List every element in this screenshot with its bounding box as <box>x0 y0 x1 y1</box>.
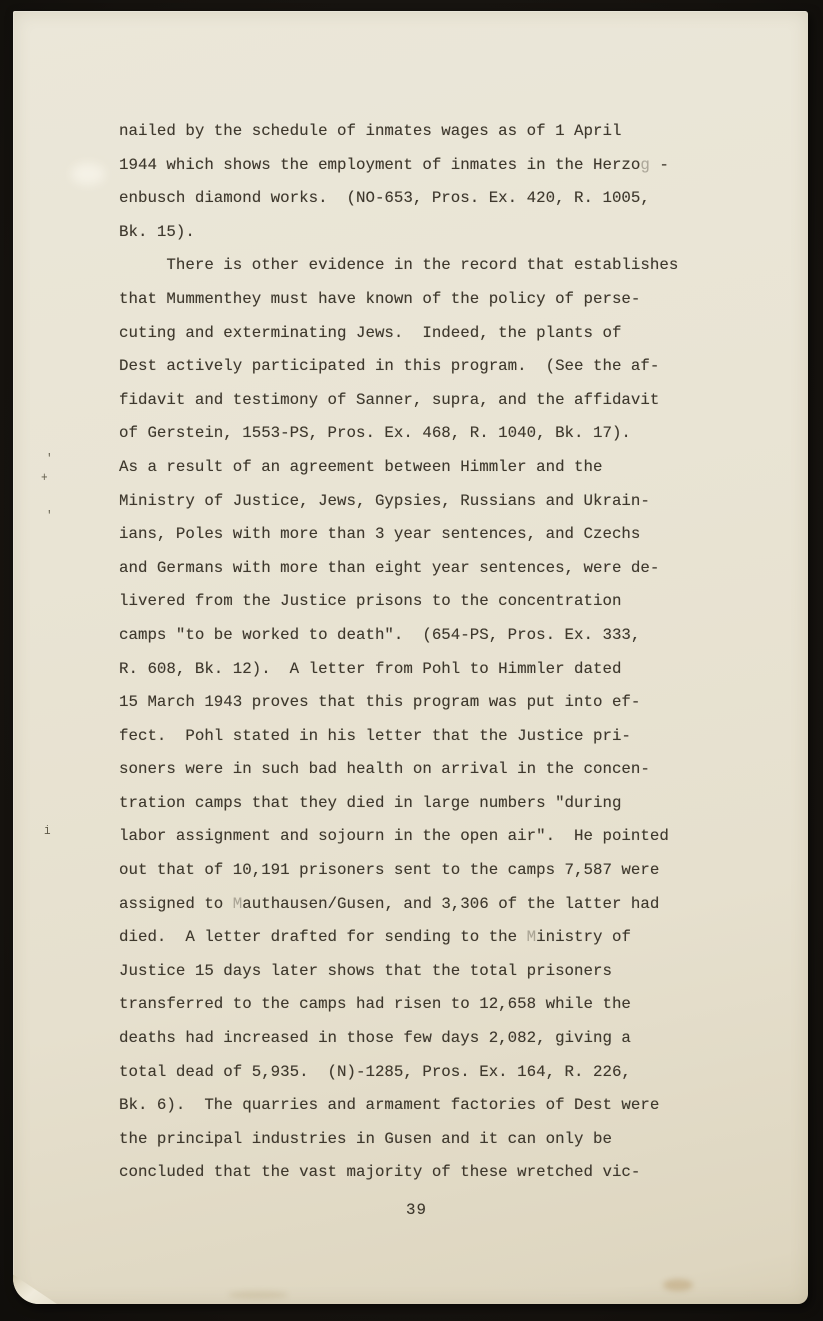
stray-mark: + <box>41 472 48 486</box>
text-line: 1944 which shows the employment of inmates in the Herzog - <box>119 155 669 174</box>
text-line: assigned to Mauthausen/Gusen, and 3,306 of the latter had <box>119 894 660 913</box>
text-line: There is other evidence in the record that establishes <box>119 256 679 275</box>
stray-mark: ' <box>46 453 53 467</box>
text-line: As a result of an agreement between Himmler and the <box>119 457 603 476</box>
text-line: soners were in such bad health on arrival in the concen- <box>119 760 650 779</box>
document-page <box>13 11 808 1304</box>
text-line: tration camps that they died in large numbers "during <box>119 793 622 812</box>
text-line: cuting and exterminating Jews. Indeed, the plants of <box>119 323 622 342</box>
text-line: fect. Pohl stated in his letter that the Justice pri- <box>119 726 631 745</box>
stray-mark: ' <box>46 510 53 524</box>
text-line: total dead of 5,935. (N)-1285, Pros. Ex. 164, R. 226, <box>119 1062 631 1081</box>
text-line: labor assignment and sojourn in the open air". He pointed <box>119 827 669 846</box>
text-line: Dest actively participated in this program. (See the af- <box>119 357 660 376</box>
text-line: ians, Poles with more than 3 year sentences, and Czechs <box>119 525 641 544</box>
text-line: camps "to be worked to death". (654-PS, Pros. Ex. 333, <box>119 625 641 644</box>
text-line: of Gerstein, 1553-PS, Pros. Ex. 468, R. 1040, Bk. 17). <box>119 424 631 443</box>
page-number: 39 <box>406 1201 427 1219</box>
text-line: concluded that the vast majority of these wretched vic- <box>119 1163 641 1182</box>
text-line: out that of 10,191 prisoners sent to the camps 7,587 were <box>119 861 660 880</box>
text-line: Justice 15 days later shows that the total prisoners <box>119 961 612 980</box>
text-line: 15 March 1943 proves that this program was put into ef- <box>119 693 641 712</box>
text-line: deaths had increased in those few days 2,082, giving a <box>119 1029 631 1048</box>
text-line: the principal industries in Gusen and it can only be <box>119 1129 612 1148</box>
text-line: Bk. 6). The quarries and armament factories of Dest were <box>119 1096 660 1115</box>
text-line: livered from the Justice prisons to the concentration <box>119 592 622 611</box>
text-line: and Germans with more than eight year sentences, were de- <box>119 558 660 577</box>
text-line: Bk. 15). <box>119 222 195 241</box>
text-line: R. 608, Bk. 12). A letter from Pohl to Himmler dated <box>119 659 622 678</box>
text-line: died. A letter drafted for sending to the Ministry of <box>119 928 631 947</box>
text-line: fidavit and testimony of Sanner, supra, and the affidavit <box>119 390 660 409</box>
stray-mark: i <box>44 825 51 839</box>
text-line: transferred to the camps had risen to 12,658 while the <box>119 995 631 1014</box>
text-line: enbusch diamond works. (NO-653, Pros. Ex. 420, R. 1005, <box>119 189 650 208</box>
text-line: Ministry of Justice, Jews, Gypsies, Russians and Ukrain- <box>119 491 650 510</box>
text-line: that Mummenthey must have known of the policy of perse- <box>119 289 641 308</box>
text-line: nailed by the schedule of inmates wages as of 1 April <box>119 122 622 140</box>
document-text <box>119 115 759 1190</box>
